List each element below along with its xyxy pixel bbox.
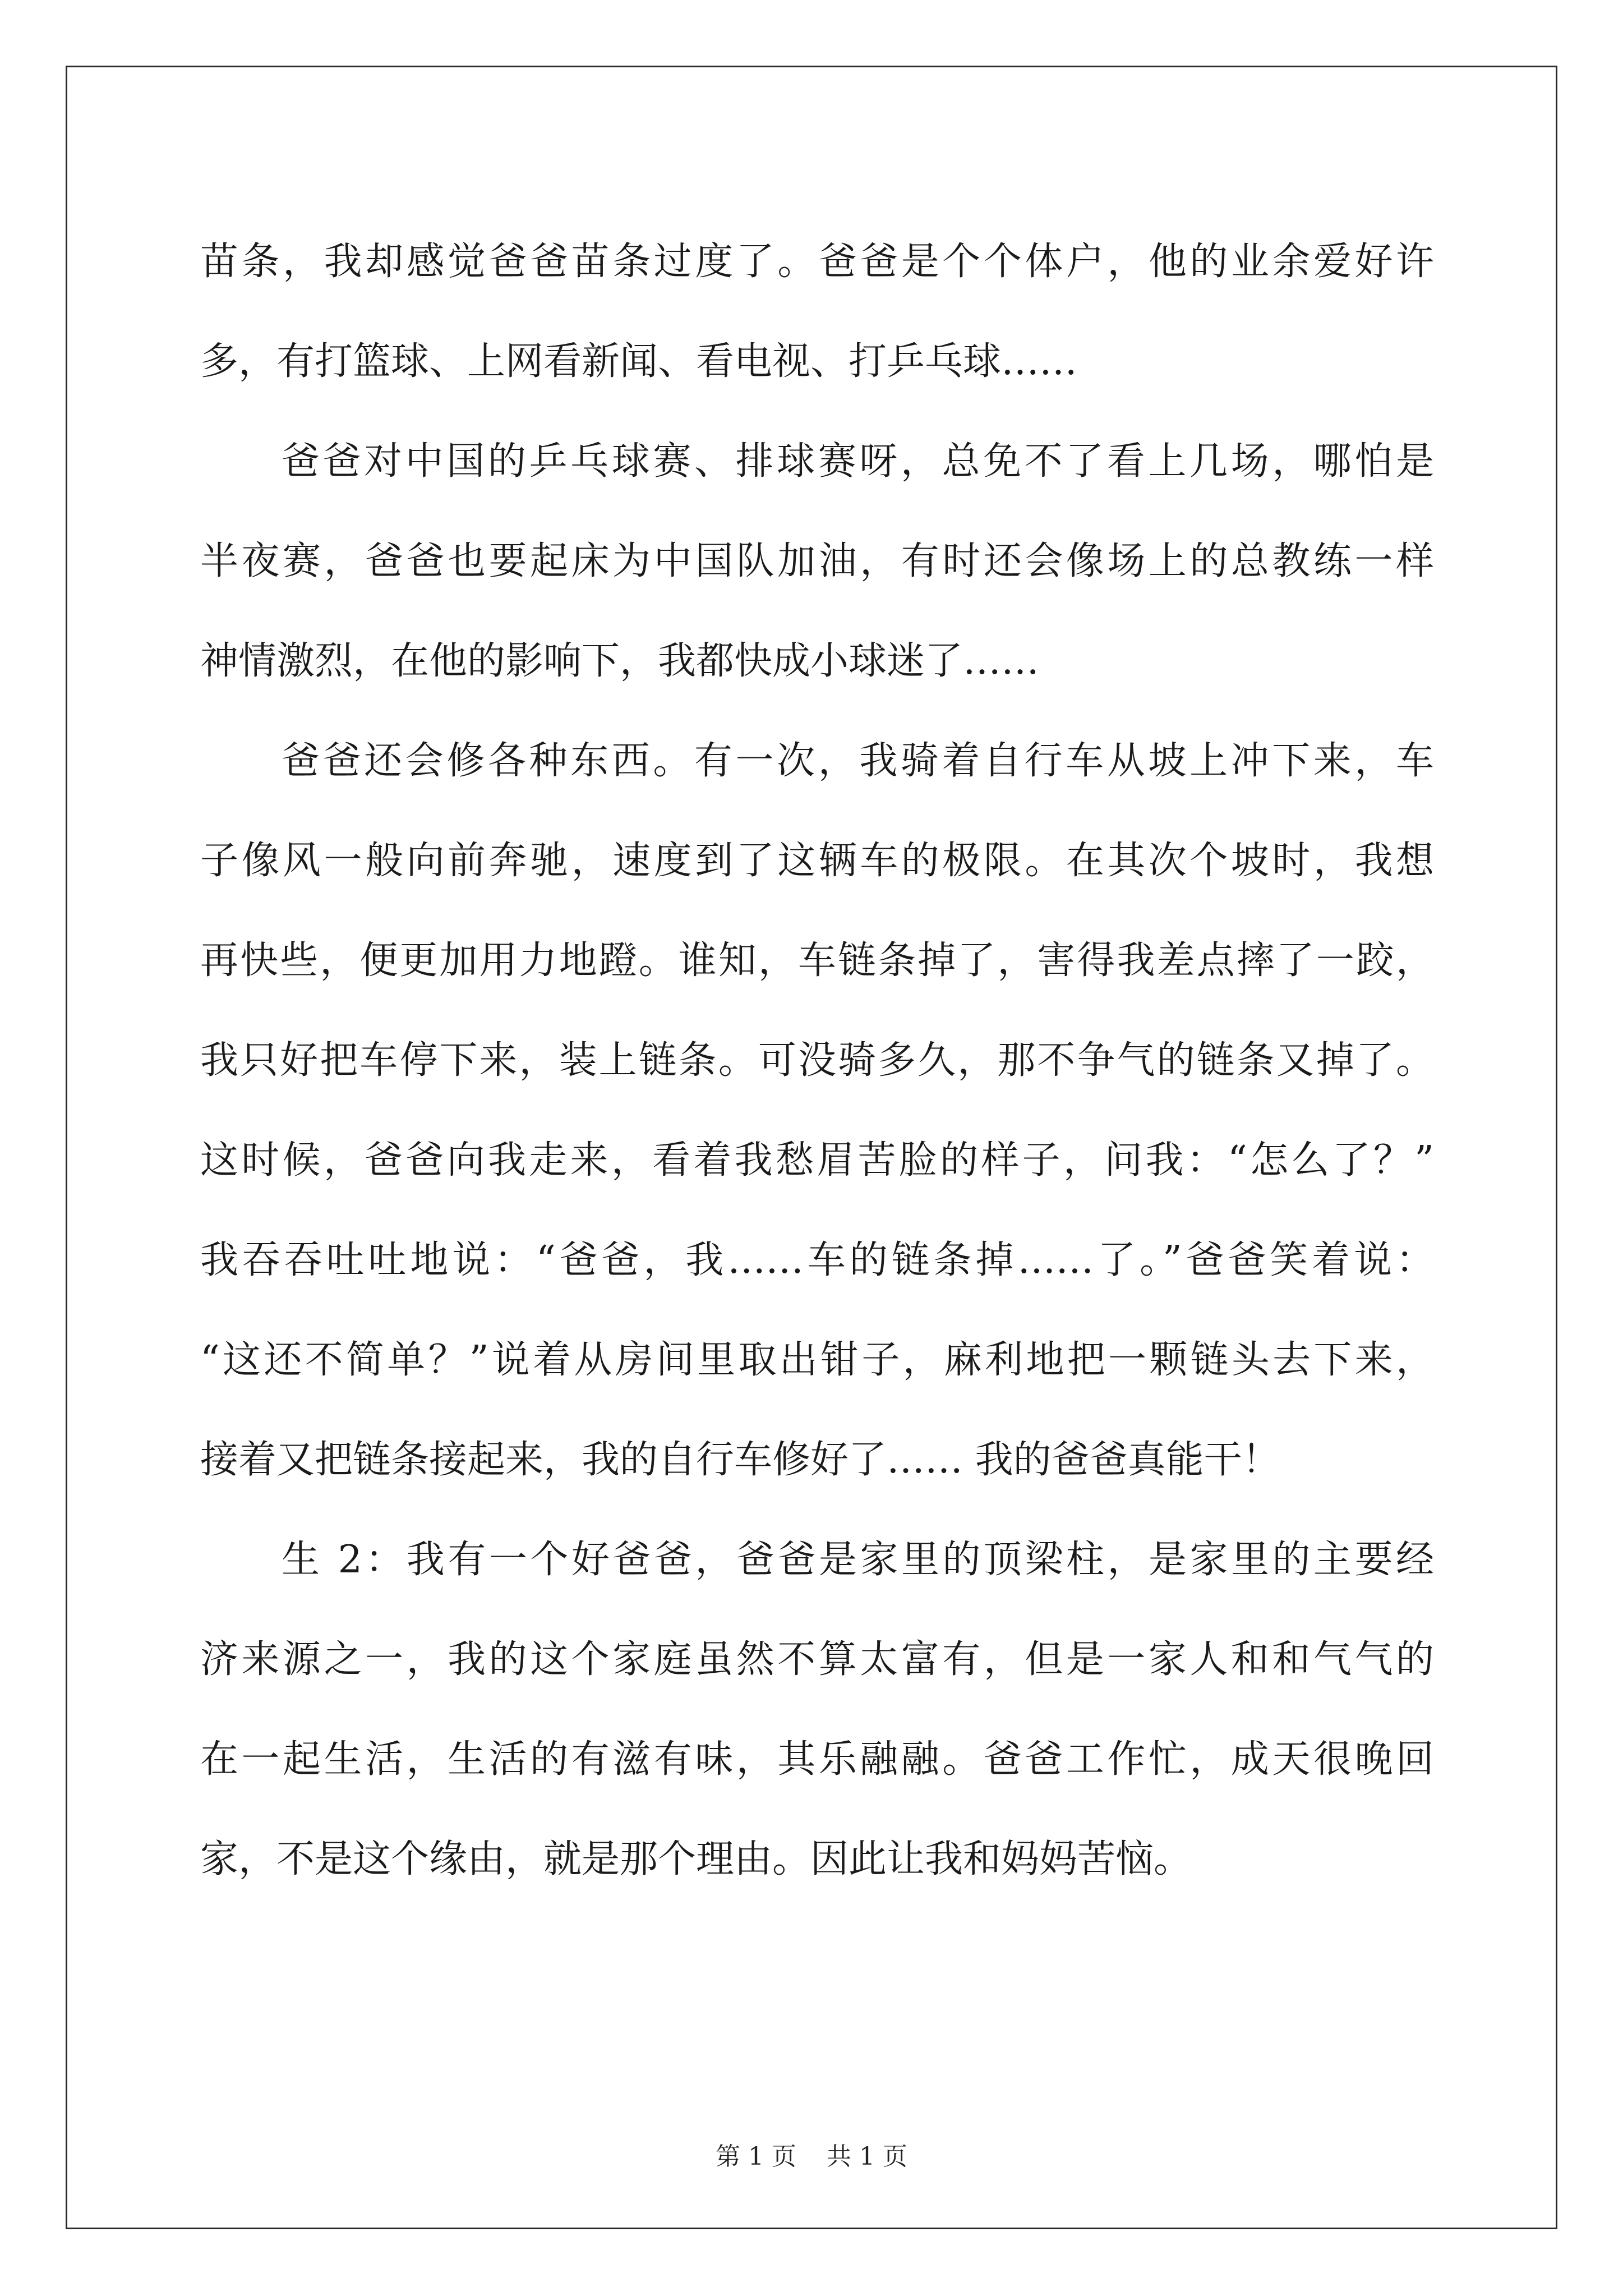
text-line: 爸爸还会修各种东西。有一次，我骑着自行车从坡上冲下来，车 [282, 739, 1434, 783]
text-line: 我吞吞吐吐地说：“爸爸，我……车的链条掉……了。”爸爸笑着说： [200, 1238, 1434, 1282]
page-total: 共 1 页 [827, 2142, 907, 2171]
text-line: 济来源之一，我的这个家庭虽然不算太富有，但是一家人和和气气的 [200, 1637, 1434, 1682]
page-number: 第 1 页 [716, 2142, 796, 2171]
text-line: 神情激烈，在他的影响下，我都快成小球迷了…… [200, 639, 1040, 683]
text-line: “这还不简单？”说着从房间里取出钳子，麻利地把一颗链头去下来， [200, 1338, 1434, 1382]
text-line: 生 2：我有一个好爸爸，爸爸是家里的顶梁柱，是家里的主要经 [282, 1538, 1434, 1582]
text-line: 再快些，便更加用力地蹬。谁知，车链条掉了，害得我差点摔了一跤， [200, 938, 1434, 983]
page-footer [0, 2136, 1623, 2172]
text-line: 子像风一般向前奔驰，速度到了这辆车的极限。在其次个坡时，我想 [200, 839, 1434, 883]
text-line: 爸爸对中国的乒乓球赛、排球赛呀，总免不了看上几场，哪怕是 [282, 439, 1434, 484]
text-line: 半夜赛，爸爸也要起床为中国队加油，有时还会像场上的总教练一样 [200, 539, 1434, 583]
text-line: 多，有打篮球、上网看新闻、看电视、打乒乓球…… [200, 339, 1078, 384]
text-line: 我只好把车停下来，装上链条。可没骑多久，那不争气的链条又掉了。 [200, 1038, 1434, 1083]
text-line: 家，不是这个缘由，就是那个理由。因此让我和妈妈苦恼。 [200, 1837, 1192, 1881]
text-line: 苗条，我却感觉爸爸苗条过度了。爸爸是个个体户，他的业余爱好许 [200, 240, 1434, 284]
text-line: 在一起生活，生活的有滋有味，其乐融融。爸爸工作忙，成天很晚回 [200, 1737, 1434, 1782]
text-line: 接着又把链条接起来，我的自行车修好了…… 我的爸爸真能干！ [200, 1438, 1280, 1482]
text-line: 这时候，爸爸向我走来，看着我愁眉苦脸的样子，问我：“怎么了？” [200, 1138, 1434, 1182]
document-body [200, 212, 1434, 1910]
